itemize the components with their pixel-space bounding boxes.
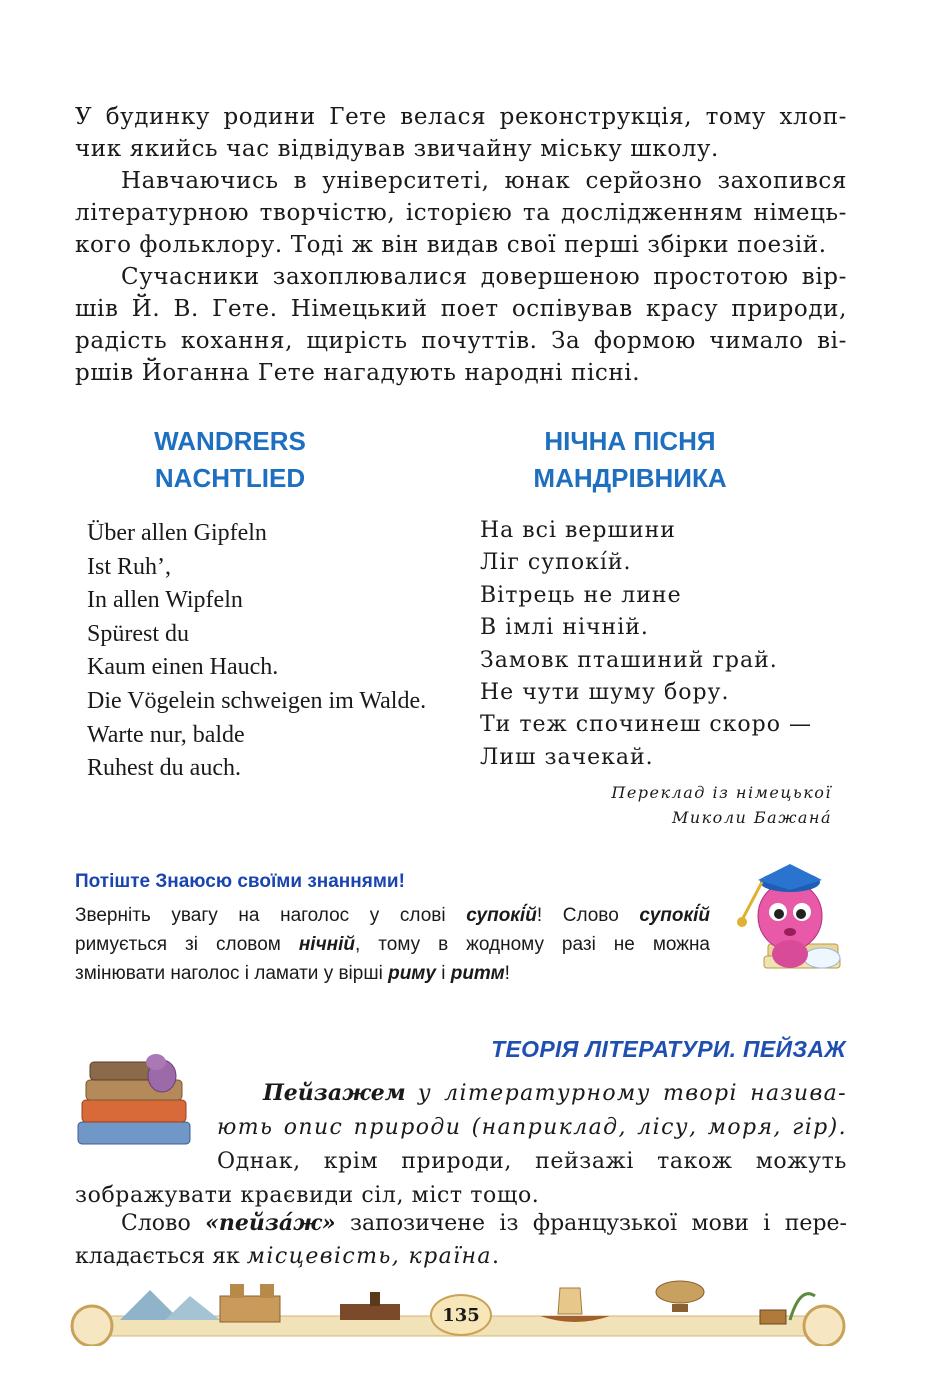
- poem-line: Kaum einen Hauch.: [87, 654, 279, 681]
- title-line: NACHTLIED: [154, 463, 306, 493]
- mascot-illustration: [728, 858, 846, 980]
- text-line: кладається як місцевість, країна.: [75, 1244, 499, 1269]
- intro-paragraph-3: [75, 261, 847, 389]
- poem-line: На всі вершини: [480, 518, 676, 543]
- tip-heading: Потіште Знаюсю своїми знаннями!: [75, 871, 405, 892]
- tip-line: римується зі словом нічній, тому в жодному разі не можна: [75, 934, 711, 955]
- text-line: Навчаючись в університеті, юнак серйозно захопився: [121, 168, 847, 194]
- poem-line: В імлі нічній.: [480, 615, 649, 641]
- poem-line: Ліг супокі́й.: [480, 550, 632, 576]
- text-line: кого фольклору. Тоді ж він видав свої перші збірки поезій.: [75, 232, 827, 258]
- intro-paragraph-1: [75, 101, 847, 165]
- theory-line: Однак, крім природи, пейзажі також можуть: [217, 1149, 847, 1174]
- tip-line: змінювати наголос і ламати у вірші риму і ритм!: [75, 963, 510, 984]
- poem-line: Über allen Gipfeln: [87, 520, 267, 546]
- theory-line: ють опис природи (наприклад, лісу, моря, гір).: [217, 1115, 847, 1140]
- poem-title-german: [100, 423, 360, 497]
- poem-title-ukrainian: [490, 423, 770, 497]
- poem-ukrainian: [480, 515, 812, 774]
- poem-line: Warte nur, balde: [87, 721, 245, 748]
- credit-line: Миколи Бажана́: [671, 808, 832, 827]
- poem-line: Die Vögelein schweigen im Walde.: [87, 687, 427, 714]
- text-line: ршів Йоганна Гете нагадують народні пісні.: [75, 360, 641, 386]
- poem-line: Не чути шуму бору.: [480, 680, 730, 706]
- poem-line: Ruhest du auch.: [87, 755, 241, 782]
- theory-line: Пейзажем у літературному творі назива-: [263, 1080, 847, 1106]
- theory-paragraph: [75, 1076, 847, 1213]
- title-line: WANDRERS: [154, 426, 306, 456]
- tip-text: [75, 901, 710, 988]
- tip-line: Зверніть увагу на наголос у слові супокі́й! Слово супокі́й: [75, 905, 710, 926]
- theory-heading: ТЕОРІЯ ЛІТЕРАТУРИ. ПЕЙЗАЖ: [491, 1036, 846, 1062]
- word-origin-paragraph: [75, 1207, 847, 1273]
- page-number: 135: [430, 1294, 492, 1336]
- text-line: шів Й. В. Гете. Німецький поет оспівував красу природи,: [75, 296, 847, 322]
- text-line: радість кохання, щирість почуттів. За формою чимало ві-: [75, 328, 847, 354]
- poem-line: Spürest du: [87, 620, 189, 647]
- poem-line: Вітрець не лине: [480, 582, 682, 608]
- text-line: літературною творчістю, історією та дослідженням німець-: [75, 200, 847, 226]
- text-line: чик якийсь час відвідував звичайну міську школу.: [75, 136, 719, 162]
- theory-line: зображувати краєвиди сіл, міст тощо.: [75, 1183, 540, 1208]
- poem-line: Ти теж спочинеш скоро —: [480, 712, 812, 738]
- intro-paragraph-2: [75, 165, 847, 261]
- text-line: Слово «пейза́ж» запозичене із французької мови і пере-: [121, 1210, 847, 1236]
- translation-credit: [611, 780, 832, 830]
- poem-line: Лиш зачекай.: [480, 744, 654, 770]
- poem-line: Замовк пташиний грай.: [480, 647, 778, 673]
- poem-german: [87, 517, 426, 786]
- title-line: МАНДРІВНИКА: [533, 463, 727, 493]
- poem-line: In allen Wipfeln: [87, 587, 243, 614]
- title-line: НІЧНА ПІСНЯ: [544, 426, 716, 456]
- poem-line: Ist Ruh’,: [87, 553, 171, 580]
- credit-line: Переклад із німецької: [611, 783, 832, 802]
- text-line: Сучасники захоплювалися довершеною простотою вір-: [121, 264, 847, 290]
- text-line: У будинку родини Гете велася реконструкція, тому хлоп-: [75, 104, 847, 130]
